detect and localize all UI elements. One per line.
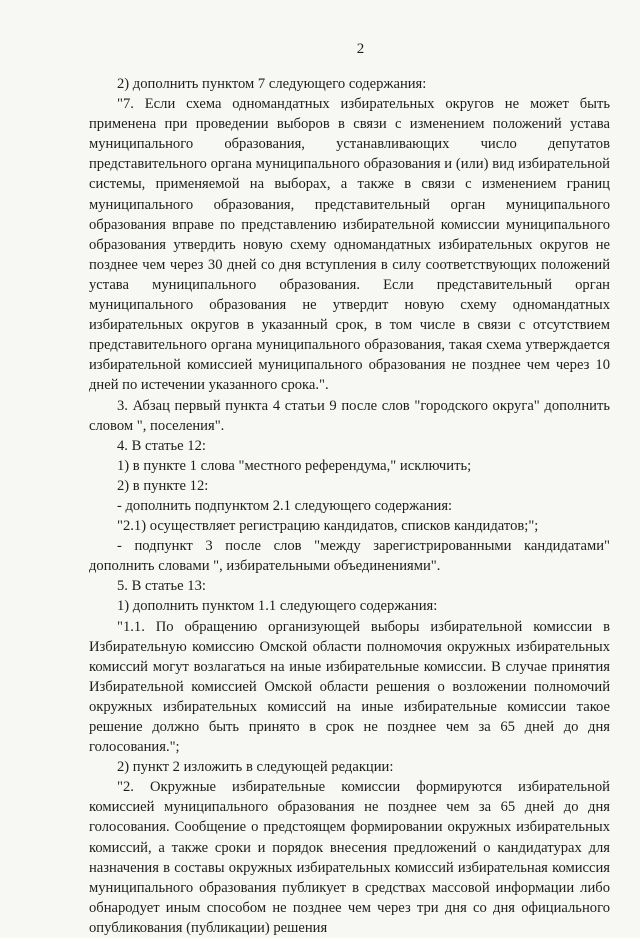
paragraph-12: "1.1. По обращению организующей выборы избирательной комиссии в Избирательную комиссию Омской области полномочия окружных избирательных комиссий могут возлагаться на иные избирательные комиссии. В случае принятия Избирательной комиссией Омской области решения о возложении полномочий окружных избирательных комиссий на иные избирательные комиссии такое решение должно быть принято в срок не позднее чем за 65 дней до дня голосования."; [89, 618, 610, 756]
paragraph-5: 1) в пункте 1 слова "местного референдума," исключить; [117, 457, 472, 474]
paragraph-14: "2. Окружные избирательные комиссии формируются избирательной комиссией муниципального образования не позднее чем за 65 дней до дня голосования. Сообщение о предстоящем формировании окружных избирательных комиссий, а также сроки и порядок внесения предложений о кандидатурах для назначения в составы окружных избирательных комиссий избирательная комиссия муниципального образования публикует в средствах массовой информации либо обнародует иным способом не позднее чем через три дня со дня официального опубликования (публикации) решения [89, 779, 610, 936]
paragraph-3: 3. Абзац первый пункта 4 статьи 9 после слов "городского округа" дополнить словом ", поселения". [89, 397, 610, 434]
paragraph-10: 5. В статье 13: [117, 578, 206, 595]
paragraph-4: 4. В статье 12: [117, 437, 206, 454]
paragraph-7: - дополнить подпунктом 2.1 следующего содержания: [117, 497, 453, 514]
paragraph-8: "2.1) осуществляет регистрацию кандидатов, списков кандидатов;"; [117, 518, 539, 535]
document-body [89, 74, 610, 938]
page-number: 2 [356, 41, 365, 57]
paragraph-11: 1) дополнить пунктом 1.1 следующего содержания: [117, 598, 438, 615]
paragraph-9: - подпункт 3 после слов "между зарегистрированными кандидатами" дополнить словами ", избирательными объединениями". [89, 538, 610, 575]
paragraph-2: "7. Если схема одномандатных избирательных округов не может быть применена при проведении выборов в связи с изменением положений устава муниципального образования, устанавливающих число депутатов представительного органа муниципального образования и (или) вид избирательной системы, применяемой на выборах, а также в связи с изменением границ муниципального образования, представительный орган муниципального образования вправе по представлению избирательной комиссии муниципального образования утвердить новую схему одномандатных избирательных округов не позднее чем через 30 дней со дня вступления в силу соответствующих положений устава муниципального образования. Если представительный орган муниципального образования не утвердит новую схему одномандатных избирательных округов в указанный срок, в том числе в связи с отсутствием представительного органа муниципального образования, такая схема утверждается избирательной комиссией муниципального образования не позднее чем через 10 дней по истечении указанного срока.". [89, 96, 610, 394]
paragraph-6: 2) в пункте 12: [117, 477, 209, 494]
paragraph-13: 2) пункт 2 изложить в следующей редакции: [117, 759, 394, 776]
paragraph-1: 2) дополнить пунктом 7 следующего содержания: [117, 76, 427, 92]
